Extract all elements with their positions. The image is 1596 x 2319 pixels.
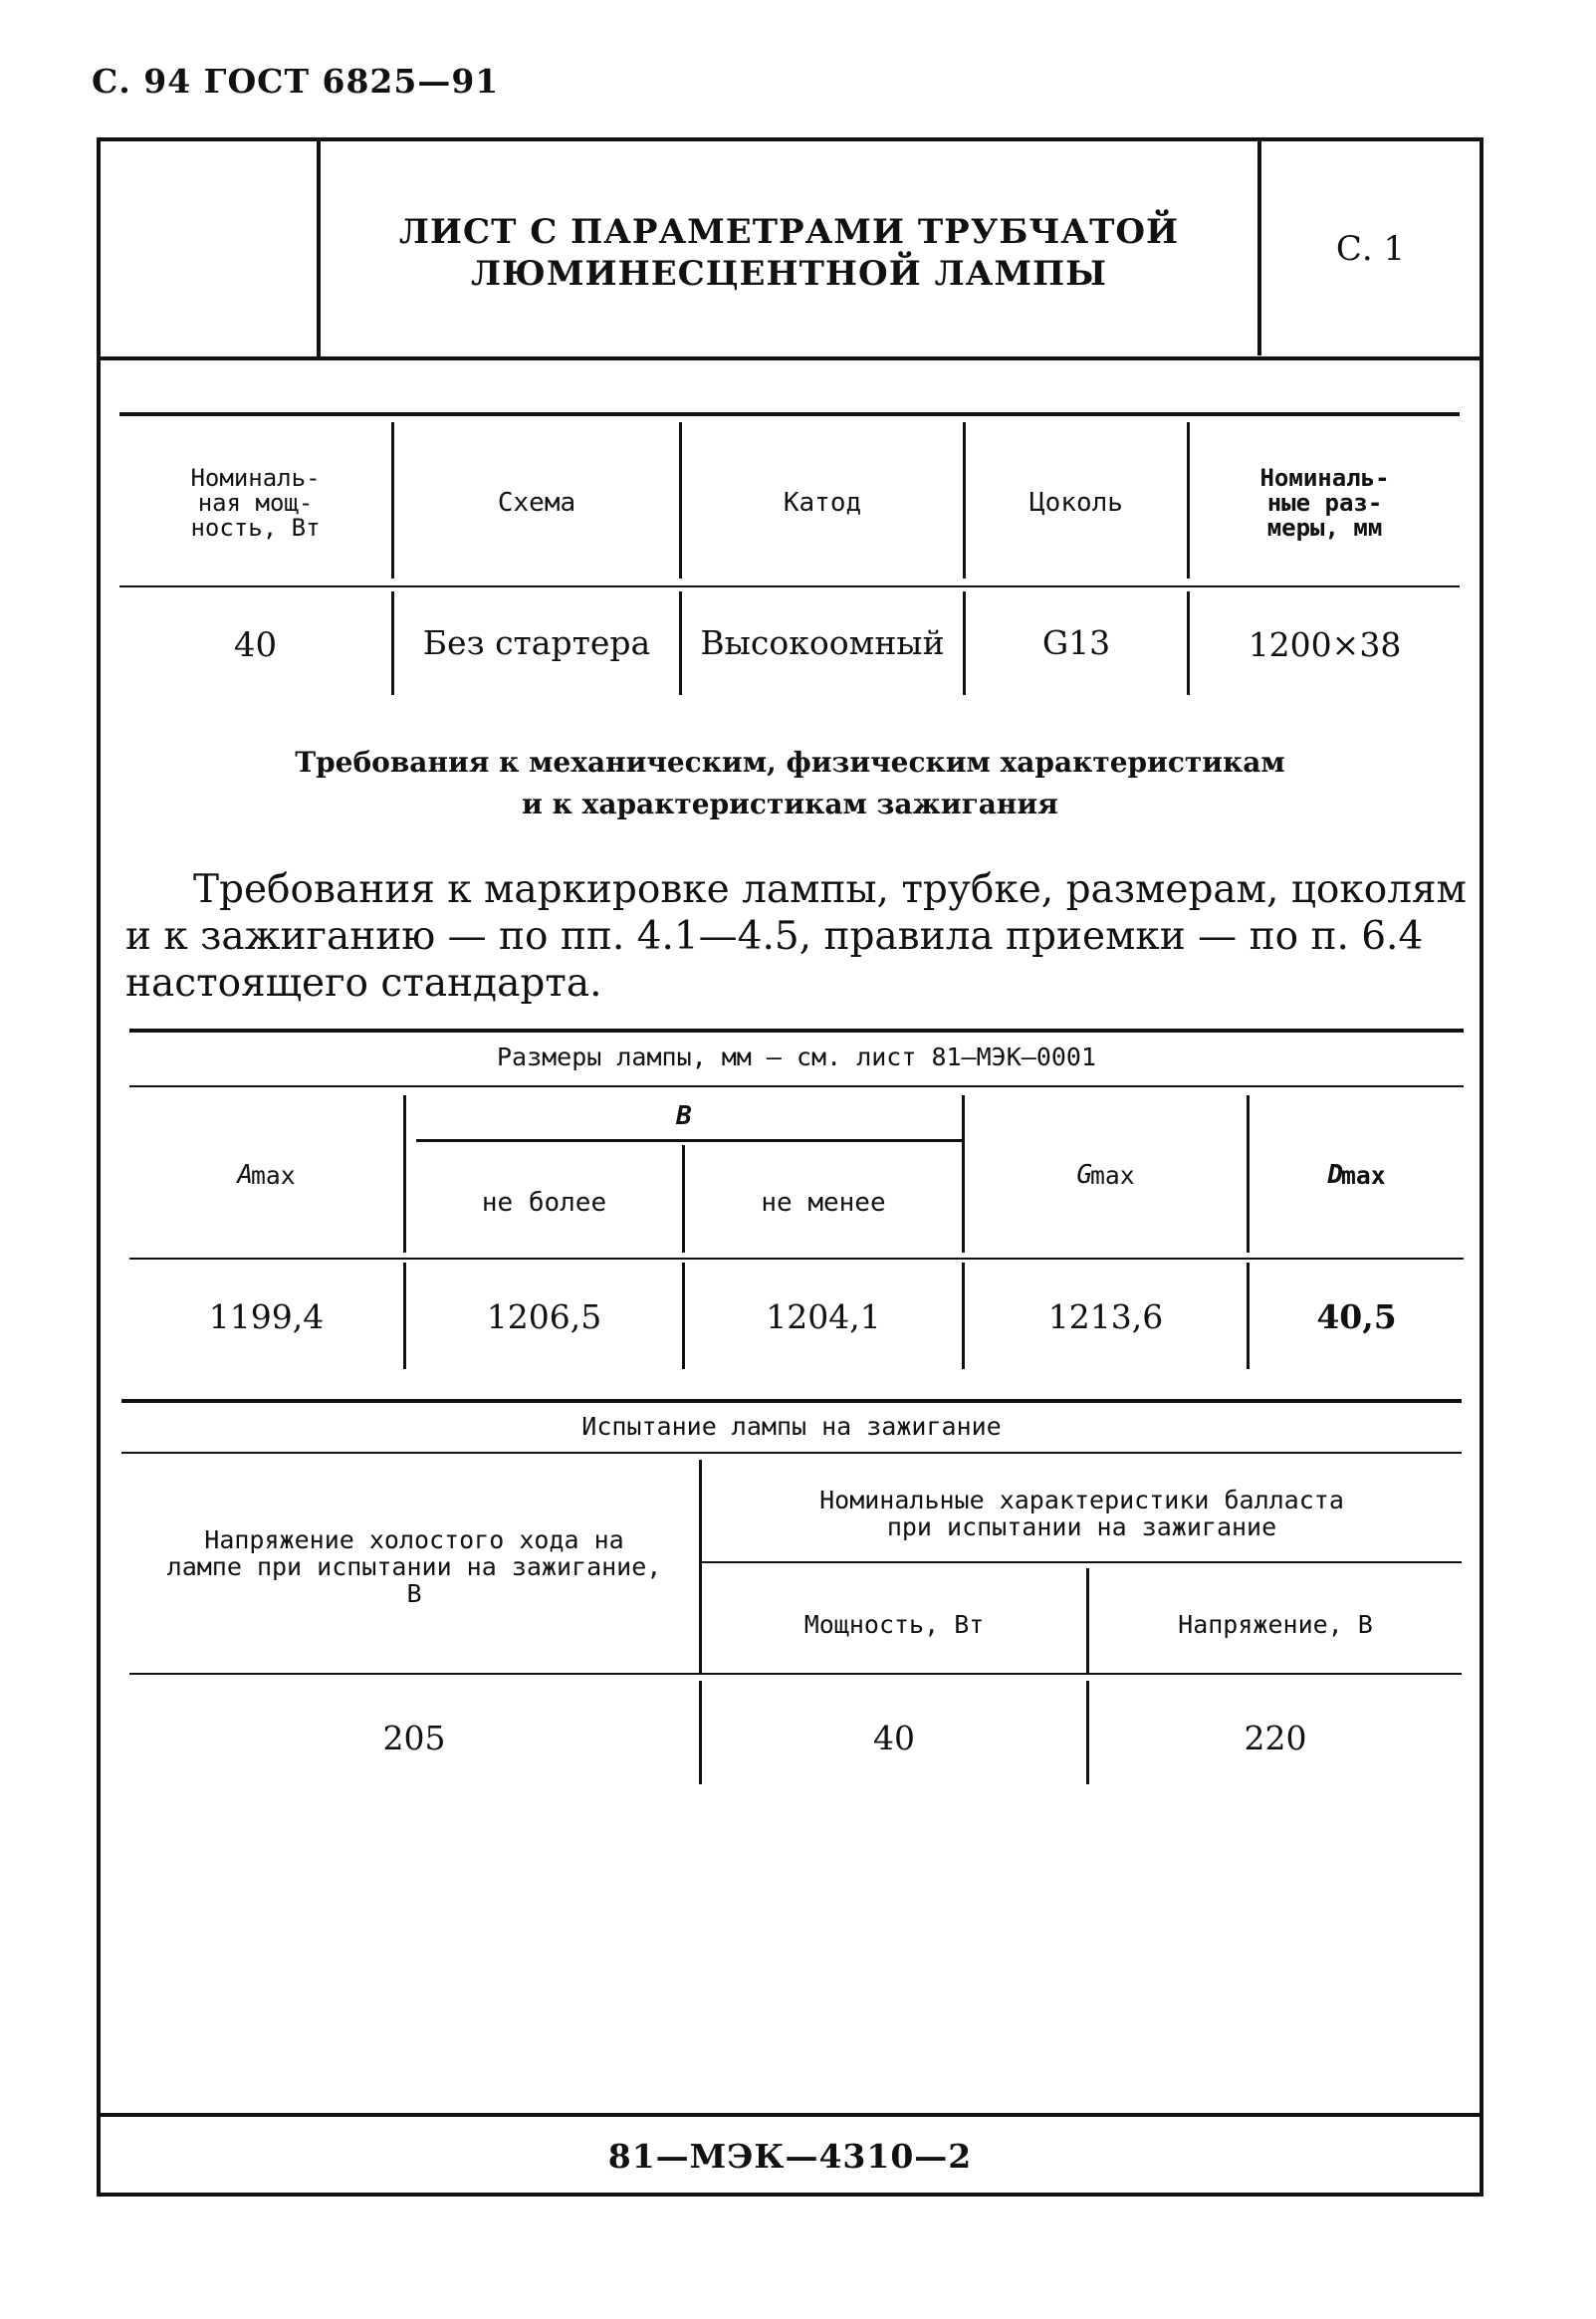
ign-header-voltage-line-3: В	[406, 1578, 422, 1608]
requirements-body-line-3: настоящего стандарта.	[125, 961, 602, 1006]
ign-header-ballast-voltage: Напряжение, В	[1178, 1609, 1373, 1639]
frame-top-border	[97, 137, 1483, 141]
sheet-title-line-1: ЛИСТ С ПАРАМЕТРАМИ ТРУБЧАТОЙ	[398, 212, 1180, 252]
dim-value-b-max: 1206,5	[486, 1297, 602, 1336]
lamp-header-power	[119, 428, 391, 578]
sheet-title-line-2: ЛЮМИНЕСЦЕНТНОЙ ЛАМПЫ	[471, 254, 1107, 294]
requirements-heading	[101, 742, 1480, 825]
requirements-body	[125, 866, 1475, 1007]
ign-value-voltage: 205	[382, 1718, 446, 1757]
ign-header-voltage-line-2: лампе при испытании на зажигание,	[166, 1551, 662, 1581]
dim-table-top-rule	[129, 1029, 1464, 1033]
dim-d-letter: D	[1327, 1160, 1344, 1190]
dim-value-g-max: 1213,6	[1047, 1297, 1164, 1336]
requirements-heading-line-2: и к характеристикам зажигания	[522, 788, 1058, 820]
ign-header-power: Мощность, Вт	[803, 1609, 985, 1639]
dim-table-caption: Размеры лампы, мм — см. лист 81—МЭК—0001	[496, 1043, 1097, 1071]
frame-bottom-border	[97, 2193, 1483, 2197]
dim-header-g-max	[965, 1095, 1247, 1255]
ign-header-rule	[129, 1673, 1462, 1675]
footer-rule	[101, 2113, 1480, 2117]
ign-caption-rule	[121, 1452, 1462, 1454]
dim-caption-rule	[129, 1085, 1464, 1087]
ign-value-power: 40	[873, 1718, 915, 1757]
lamp-header-dimensions-line-2: ные раз-	[1266, 488, 1383, 517]
dim-b-letter: B	[676, 1101, 692, 1131]
dim-header-d-max	[1250, 1095, 1464, 1255]
dim-header-a-max	[129, 1095, 403, 1255]
dim-d-sub: max	[1341, 1160, 1386, 1190]
lamp-header-power-line-3: ность, Вт	[190, 513, 321, 542]
ign-table-top-rule	[121, 1399, 1462, 1403]
ign-ballast-rule	[702, 1561, 1462, 1563]
dim-header-b-min: не менее	[761, 1187, 886, 1218]
lamp-table-top-rule	[119, 412, 1460, 416]
sheet-page-label: С. 1	[1335, 229, 1406, 269]
title-bottom-border	[101, 356, 1480, 360]
dim-value-a-max: 1199,4	[208, 1297, 325, 1336]
lamp-value-dimensions: 1200×38	[1248, 625, 1402, 664]
lamp-value-base: G13	[1041, 622, 1111, 662]
dim-header-b	[406, 1093, 962, 1139]
lamp-header-power-line-2: ная мощ-	[197, 488, 314, 517]
dim-g-letter: G	[1076, 1160, 1093, 1190]
ign-header-voltage	[129, 1460, 699, 1673]
dim-header-b-max: не более	[481, 1187, 607, 1218]
lamp-header-scheme: Схема	[497, 488, 576, 518]
dim-value-d-max: 40,5	[1316, 1297, 1397, 1336]
dim-g-sub: max	[1090, 1160, 1135, 1190]
dim-header-rule	[129, 1258, 1464, 1260]
frame-left-border	[97, 137, 101, 2197]
lamp-value-power: 40	[233, 624, 278, 665]
ign-header-ballast-line-2: при испытании на зажигание	[886, 1512, 1277, 1541]
requirements-body-line-1: Требования к маркировке лампы, трубке, размерам, цоколям	[193, 867, 1467, 912]
lamp-header-dimensions-line-1: Номиналь-	[1259, 463, 1390, 492]
lamp-table-header-rule	[119, 585, 1460, 587]
requirements-heading-line-1: Требования к механическим, физическим характеристикам	[295, 746, 1285, 779]
ign-header-ballast	[702, 1469, 1462, 1558]
lamp-header-base: Цоколь	[1029, 488, 1123, 518]
frame-right-border	[1480, 137, 1483, 2197]
ign-value-ballast-voltage: 220	[1244, 1718, 1307, 1757]
lamp-value-cathode: Высокоомный	[700, 622, 945, 662]
sheet-title	[321, 211, 1257, 295]
page-header: С. 94 ГОСТ 6825—91	[92, 62, 500, 101]
dim-a-sub: max	[251, 1160, 296, 1190]
footer-code: 81—МЭК—4310—2	[607, 2137, 973, 2176]
ign-header-voltage-line-1: Напряжение холостого хода на	[204, 1524, 624, 1554]
lamp-value-scheme: Без стартера	[422, 622, 651, 662]
requirements-body-line-2: и к зажиганию — по пп. 4.1—4.5, правила приемки — по п. 6.4	[125, 914, 1424, 959]
lamp-header-dimensions-line-3: меры, мм	[1266, 513, 1383, 542]
lamp-header-power-line-1: Номиналь-	[190, 463, 321, 492]
ign-table-caption: Испытание лампы на зажигание	[581, 1412, 1002, 1441]
dim-b-subheader-rule	[416, 1139, 962, 1142]
lamp-header-dimensions	[1190, 428, 1460, 578]
lamp-header-cathode: Катод	[783, 488, 862, 518]
dim-a-letter: A	[237, 1160, 254, 1190]
dim-value-b-min: 1204,1	[766, 1297, 881, 1336]
ign-header-ballast-line-1: Номинальные характеристики балласта	[819, 1486, 1344, 1514]
